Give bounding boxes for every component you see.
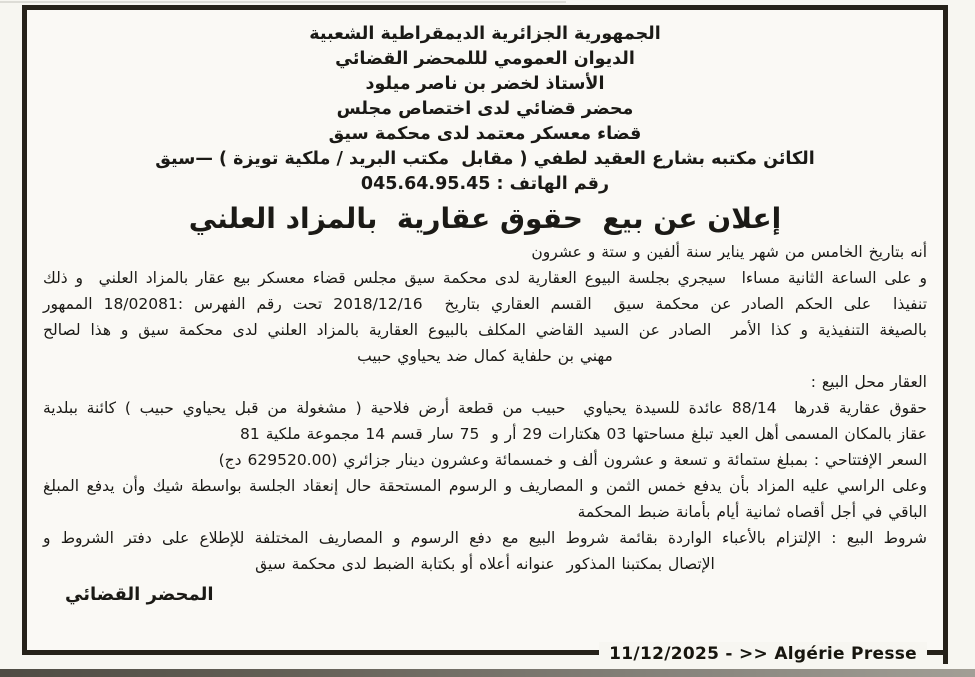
body-line: حقوق عقارية قدرها 88/14 عائدة للسيدة يحياوي حبيب من قطعة أرض فلاحية ( مشغولة من قبل يحياوي حبيب ) كائنة ببلدية — [43, 399, 927, 417]
body-line: عقاز بالمكان المسمى أهل العيد تبلغ مساحتها 03 هكتارات 29 أر و 75 سار قسم 14 مجموعة ملكية 81 — [240, 425, 927, 443]
scan-artifact-top — [0, 1, 566, 3]
header-line-address: الكائن مكتبه بشارع العقيد لطفي ( مقابل مكتب البريد / ملكية تويزة ) —سيق — [155, 149, 815, 169]
body-line: مهني بن حلفاية كمال ضد يحياوي حبيب — [357, 347, 613, 365]
body-line-opening-price: السعر الإفتتاحي : بمبلغ ستمائة و تسعة و عشرون ألف و خمسمائة وعشرون دينار جزائري (629520.00 دج) — [218, 451, 927, 469]
body-line-property-heading: العقار محل البيع : — [810, 373, 927, 391]
body-line: بالصيغة التنفيذية و كذا الأمر الصادر عن السيد القاضي المكلف بالبيوع العقارية بالمزاد العلني لدى محكمة سيق و هذا لصالح — [43, 321, 927, 339]
header-line-office: الديوان العمومي لللمحضر القضائي — [335, 49, 635, 69]
scan-artifact-bottom — [0, 669, 975, 677]
header-line-jurisdiction-1: محضر قضائي لدى اختصاص مجلس — [336, 99, 634, 119]
border-corner-stub — [943, 650, 948, 664]
body-line: و على الساعة الثانية مساءا سيجري بجلسة البيوع العقارية لدى محكمة سيق مجلس قضاء معسكر بيع عقار بالمزاد العلني و ذلك — [43, 269, 927, 287]
body-line: وعلى الراسي عليه المزاد بأن يدفع خمس الثمن و المصاريف و الرسوم المستحقة حال إنعقاد الجلسة بواسطة شيك وأن يدفع المبلغ — [43, 477, 927, 495]
notice-title: إعلان عن بيع حقوق عقارية بالمزاد العلني — [188, 202, 782, 235]
header-line-bailiff-name: الأستاذ لخضر بن ناصر ميلود — [365, 74, 605, 94]
header-line-phone: رقم الهاتف : 045.64.95.45 — [360, 174, 610, 194]
body-line: الباقي في أجل أقصاه ثمانية أيام بأمانة ضبط المحكمة — [577, 503, 927, 521]
document-header — [43, 22, 927, 197]
signature-bailiff: المحضر القضائي — [65, 584, 214, 605]
body-line: تنفيذا على الحكم الصادر عن محكمة سيق القسم العقاري بتاريخ 2018/12/16 تحت رقم الفهرس :18/02081 الممهور — [43, 295, 928, 313]
body-line: الإتصال بمكتبنا المذكور عنوانه أعلاه أو بكتابة الضبط لدى محكمة سيق — [255, 555, 715, 573]
header-line-jurisdiction-2: قضاء معسكر معتمد لدى محكمة سيق — [328, 124, 642, 144]
notice-body — [43, 239, 927, 577]
body-line: أنه بتاريخ الخامس من شهر يناير سنة ألفين و ستة و عشرون — [531, 243, 927, 261]
document-content — [27, 10, 943, 605]
press-footer-label: 11/12/2025 - >> Algérie Presse — [599, 642, 927, 666]
header-line-republic: الجمهورية الجزائرية الديمقراطية الشعبية — [309, 24, 661, 44]
document-frame — [22, 5, 948, 655]
body-line-sale-terms: شروط البيع : الإلتزام بالأعباء الواردة بقائمة شروط البيع مع دفع الرسوم و المصاريف المختلفة للإطلاع على دفتر الشروط و — [43, 529, 927, 547]
